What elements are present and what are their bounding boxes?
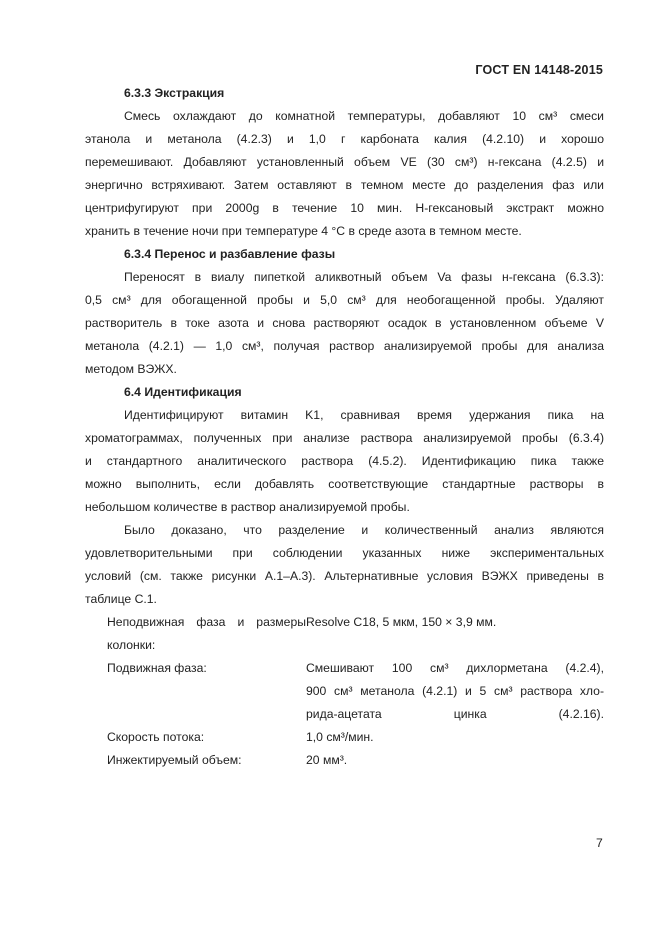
paragraph-line: этанола и метанола (4.2.3) и 1,0 г карбоната калия (4.2.10) и хорошо — [85, 132, 604, 146]
paragraph-line: Смесь охлаждают до комнатной температуры, добавляют 10 см³ смеси — [124, 109, 604, 123]
mobile-phase-line: рида-ацетата цинка (4.2.16). — [306, 707, 604, 721]
section-identification — [85, 381, 604, 611]
injection-volume-value: 20 мм³. — [306, 753, 348, 767]
section-extraction — [85, 82, 604, 243]
mobile-phase-label: Подвижная фаза: — [107, 661, 207, 675]
flow-rate-value: 1,0 см³/мин. — [306, 730, 374, 744]
paragraph-line: можно выполнить, если добавлять соответствующие стандартные растворы в — [85, 477, 604, 491]
mobile-phase-line: 900 см³ метанола (4.2.1) и 5 см³ раствора хло- — [306, 684, 604, 698]
stationary-phase-value: Resolve C18, 5 мкм, 150 × 3,9 мм. — [306, 615, 497, 629]
paragraph-line: растворитель в токе азота и снова растворяют осадок в установленном объеме V — [85, 316, 604, 330]
standard-number: ГОСТ EN 14148-2015 — [475, 63, 603, 77]
stationary-phase-label: Неподвижная фаза и размеры — [107, 615, 306, 629]
paragraph-line: хроматограммах, полученных при анализе раствора анализируемой пробы (6.3.4) — [85, 431, 604, 445]
paragraph-line: хранить в течение ночи при температуре 4 °С в среде азота в темном месте. — [85, 224, 522, 238]
paragraph-line: методом ВЭЖХ. — [85, 362, 177, 376]
section-heading: 6.4 Идентификация — [124, 385, 242, 399]
section-transfer — [85, 243, 604, 381]
paragraph-line: 0,5 см³ для обогащенной пробы и 5,0 см³ для необогащенной пробы. Удаляют — [85, 293, 604, 307]
paragraph-line: и стандартного аналитического раствора (4.5.2). Идентификацию пика также — [85, 454, 604, 468]
section-heading: 6.3.4 Перенос и разбавление фазы — [124, 247, 336, 261]
section-heading: 6.3.3 Экстракция — [124, 86, 225, 100]
paragraph-line: метанола (4.2.1) — 1,0 см³, получая раствор анализируемой пробы для анализа — [85, 339, 604, 353]
stationary-phase-label-cont: колонки: — [107, 638, 156, 652]
mobile-phase-value — [306, 657, 604, 726]
paragraph-line: Было доказано, что разделение и количественный анализ являются — [124, 523, 604, 537]
flow-rate-label: Скорость потока: — [107, 730, 205, 744]
paragraph-line: центрифугируют при 2000g в течение 10 мин. Н-гексановый экстракт можно — [85, 201, 604, 215]
paragraph-line: перемешивают. Добавляют установленный объем VE (30 см³) н-гексана (4.2.5) и — [85, 155, 604, 169]
paragraph-line: Идентифицируют витамин K1, сравнивая время удержания пика на — [124, 408, 604, 422]
injection-volume-label: Инжектируемый объем: — [107, 753, 242, 767]
paragraph-line: таблице С.1. — [85, 592, 157, 606]
paragraph-line: энергично встряхивают. Затем оставляют в темном месте до разделения фаз или — [85, 178, 604, 192]
paragraph-line: небольшом количестве в раствор анализируемой пробы. — [85, 500, 410, 514]
page-number: 7 — [596, 836, 603, 850]
mobile-phase-line: Смешивают 100 см³ дихлорметана (4.2.4), — [306, 661, 604, 675]
paragraph-line: удовлетворительными при соблюдении указанных ниже экспериментальных — [85, 546, 604, 560]
paragraph-line: условий (см. также рисунки А.1–А.3). Альтернативные условия ВЭЖХ приведены в — [85, 569, 604, 583]
paragraph-line: Переносят в виалу пипеткой аликвотный объем Va фазы н-гексана (6.3.3): — [124, 270, 604, 284]
